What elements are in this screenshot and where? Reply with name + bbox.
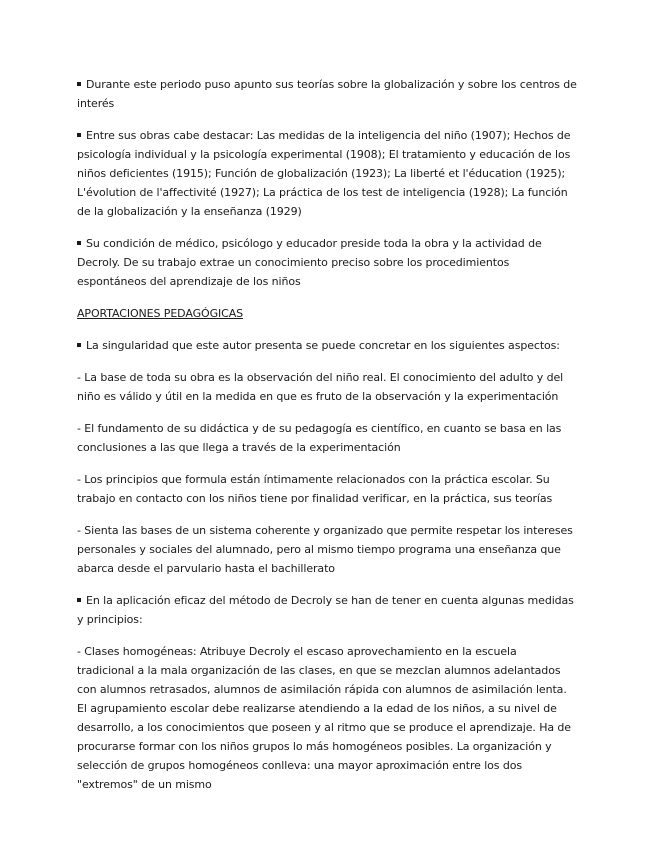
dash-paragraph xyxy=(77,521,577,578)
bullet-paragraph xyxy=(77,336,577,355)
paragraph-text: - El fundamento de su didáctica y de su pedagogía es científico, en cuanto se basa en las conclusiones a las que llega a través de la experimentación xyxy=(77,422,562,454)
section-heading: APORTACIONES PEDAGÓGICAS xyxy=(77,307,244,320)
paragraphs-before-heading xyxy=(77,75,577,291)
bullet-paragraph xyxy=(77,234,577,291)
dash-paragraph xyxy=(77,642,577,794)
paragraph-text: - Sienta las bases de un sistema coherente y organizado que permite respetar los intereses personales y sociales del alumnado, pero al mismo tiempo programa una enseñanza que abarca desde el parvulario hasta el bachillerato xyxy=(77,524,573,575)
dash-paragraph xyxy=(77,470,577,508)
bullet-icon xyxy=(77,598,81,602)
paragraphs-after-heading xyxy=(77,336,577,794)
bullet-icon xyxy=(77,343,81,347)
bullet-icon xyxy=(77,82,81,86)
paragraph-text: Durante este periodo puso apunto sus teorías sobre la globalización y sobre los centros de interés xyxy=(77,78,577,110)
paragraph-text: - La base de toda su obra es la observación del niño real. El conocimiento del adulto y del niño es válido y útil en la medida en que es fruto de la observación y la experimentación xyxy=(77,371,564,403)
bullet-paragraph xyxy=(77,591,577,629)
bullet-icon xyxy=(77,133,81,137)
paragraph-text: Entre sus obras cabe destacar: Las medidas de la inteligencia del niño (1907); Hechos de psicología individual y la psicología experimental (1908); El tratamiento y educación de los niños deficientes (1915); Función de globalización (1923); La liberté et l'éducation (1925); L'évolution de l'affectivité (1927); La práctica de los test de inteligencia (1928); La función de la globalización y la enseñanza (1929) xyxy=(77,129,571,218)
bullet-paragraph xyxy=(77,126,577,221)
dash-paragraph xyxy=(77,368,577,406)
paragraph-text: Su condición de médico, psicólogo y educador preside toda la obra y la actividad de Decroly. De su trabajo extrae un conocimiento preciso sobre los procedimientos espontáneos del aprendizaje de los niños xyxy=(77,237,542,288)
paragraph-text: - Los principios que formula están íntimamente relacionados con la práctica escolar. Su trabajo en contacto con los niños tiene por finalidad verificar, en la práctica, sus teorías xyxy=(77,473,553,505)
bullet-paragraph xyxy=(77,75,577,113)
paragraph-text: - Clases homogéneas: Atribuye Decroly el escaso aprovechamiento en la escuela tradicional a la mala organización de las clases, en que se mezclan alumnos adelantados con alumnos retrasados, alumnos de asimilación rápida con alumnos de asimilación lenta. El agrupamiento escolar debe realizarse atendiendo a la edad de los niños, a su nivel de desarrollo, a los conocimientos que poseen y al ritmo que se produce el aprendizaje. Ha de procurarse formar con los niños grupos lo más homogéneos posibles. La organización y selección de grupos homogéneos conlleva: una mayor aproximación entre los dos "extremos" de un mismo xyxy=(77,645,571,791)
paragraph-text: En la aplicación eficaz del método de Decroly se han de tener en cuenta algunas medidas y principios: xyxy=(77,594,574,626)
dash-paragraph xyxy=(77,419,577,457)
document-page xyxy=(77,75,577,807)
bullet-icon xyxy=(77,241,81,245)
paragraph-text: La singularidad que este autor presenta se puede concretar en los siguientes aspectos: xyxy=(86,339,560,352)
